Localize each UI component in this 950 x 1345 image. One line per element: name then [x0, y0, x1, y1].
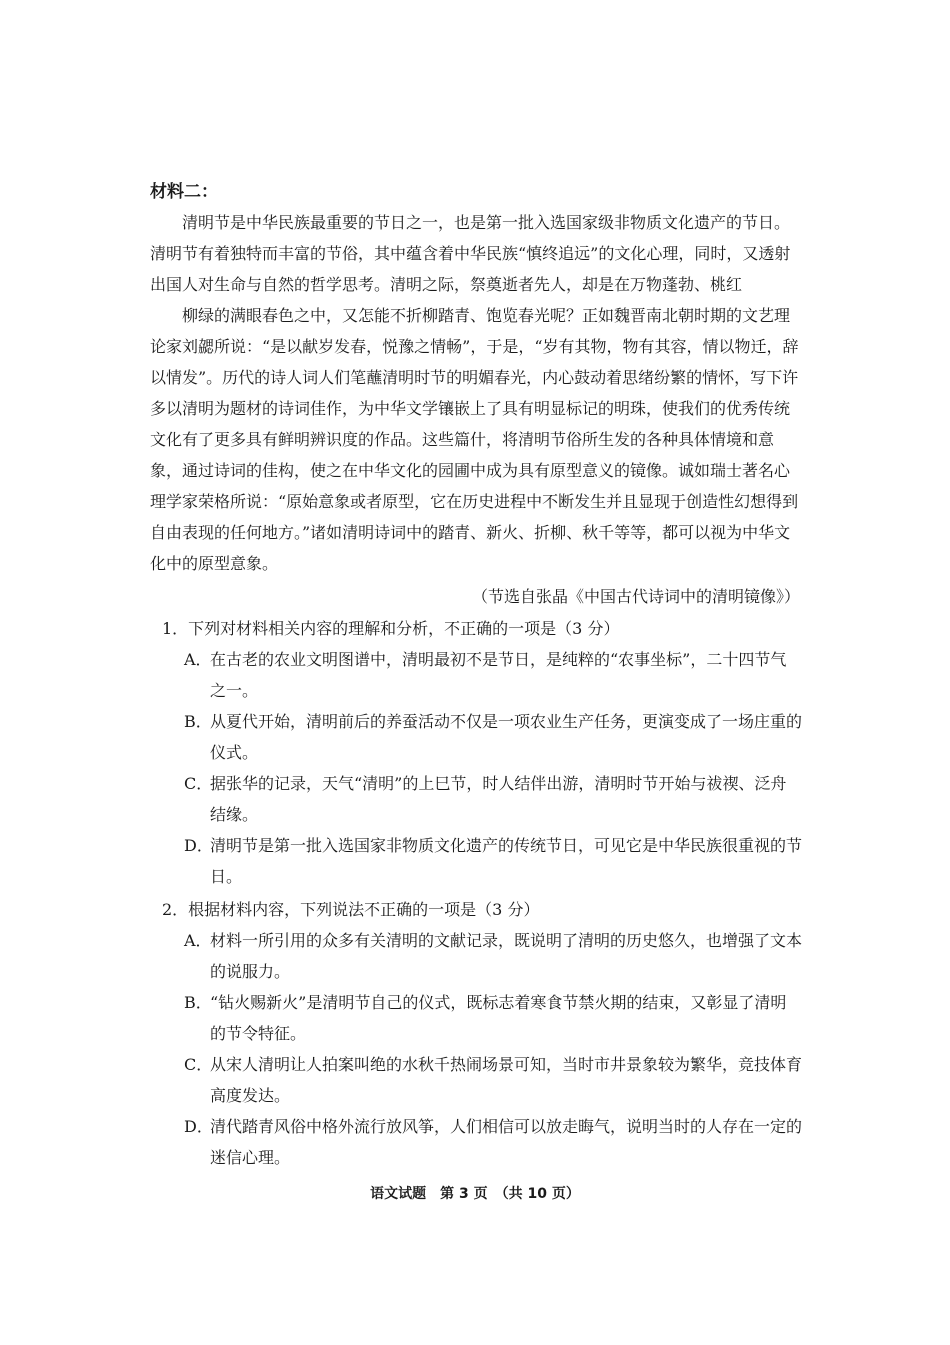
option-label: A． [184, 931, 212, 950]
option-b [162, 987, 802, 1049]
option-label: D． [184, 1117, 213, 1136]
option-text: “钻火赐新火”是清明节自己的仪式，既标志着寒食节禁火期的结束，又彰显了清明的节令特征。 [210, 993, 787, 1043]
option-text: 材料一所引用的众多有关清明的文献记录，既说明了清明的历史悠久，也增强了文本的说服力。 [210, 931, 803, 981]
option-text: 在古老的农业文明图谱中，清明最初不是节日，是纯粹的“农事坐标”，二十四节气之一。 [210, 650, 787, 700]
option-text: 从宋人清明让人拍案叫绝的水秋千热闹场景可知，当时市井景象较为繁华，竞技体育高度发达。 [210, 1055, 803, 1105]
passage [150, 207, 802, 579]
option-label: D． [184, 836, 213, 855]
option-d [162, 830, 802, 892]
question-2 [162, 894, 802, 1173]
option-a [162, 644, 802, 706]
passage-paragraph: 清明节是中华民族最重要的节日之一，也是第一批入选国家级非物质文化遗产的节日。清明节有着独特而丰富的节俗，其中蕴含着中华民族“慎终追远”的文化心理，同时，又透射出国人对生命与自然的哲学思考。清明之际，祭奠逝者先人，却是在万物蓬勃、桃红 [150, 213, 791, 294]
option-label: A． [184, 650, 212, 669]
option-text: 据张华的记录，天气“清明”的上巳节，时人结伴出游，清明时节开始与祓禊、泛舟结缘。 [210, 774, 787, 824]
option-c [162, 768, 802, 830]
option-a [162, 925, 802, 987]
section-title: 材料二： [150, 182, 218, 202]
option-label: B． [184, 993, 212, 1012]
passage-paragraph: 柳绿的满眼春色之中，又怎能不折柳踏青、饱览春光呢？正如魏晋南北朝时期的文艺理论家刘勰所说：“是以献岁发春，悦豫之情畅”，于是，“岁有其物，物有其容，情以物迁，辞以情发”。历代的诗人词人们笔蘸清明时节的明媚春光，内心鼓动着思绪纷繁的情怀，写下许多以清明为题材的诗词佳作，为中华文学镶嵌上了具有明显标记的明珠，使我们的优秀传统文化有了更多具有鲜明辨识度的作品。这些篇什，将清明节俗所生发的各种具体情境和意象，通过诗词的佳构，使之在中华文化的园圃中成为具有原型意义的镜像。诚如瑞士著名心理学家荣格所说：“原始意象或者原型，它在历史进程中不断发生并且显现于创造性幻想得到自由表现的任何地方。”诸如清明诗词中的踏青、新火、折柳、秋千等等，都可以视为中华文化中的原型意象。 [150, 306, 799, 573]
option-text: 清明节是第一批入选国家非物质文化遗产的传统节日，可见它是中华民族很重视的节日。 [210, 836, 803, 886]
option-b [162, 706, 802, 768]
option-text: 从夏代开始，清明前后的养蚕活动不仅是一项农业生产任务，更演变成了一场庄重的仪式。 [210, 712, 803, 762]
option-list [162, 644, 802, 892]
option-label: C． [184, 774, 213, 793]
question-stem: 1．下列对材料相关内容的理解和分析，不正确的一项是（3 分） [162, 619, 620, 638]
option-list [162, 925, 802, 1173]
option-text: 清代踏青风俗中格外流行放风筝，人们相信可以放走晦气，说明当时的人存在一定的迷信心理。 [210, 1117, 803, 1167]
question-stem: 2．根据材料内容，下列说法不正确的一项是（3 分） [162, 900, 540, 919]
option-c [162, 1049, 802, 1111]
option-d [162, 1111, 802, 1173]
question-1 [162, 613, 802, 892]
option-label: B． [184, 712, 212, 731]
source-citation: （节选自张晶《中国古代诗词中的清明镜像》） [471, 587, 800, 606]
option-label: C． [184, 1055, 213, 1074]
page-footer: 语文试题 第 3 页 （共 10 页） [370, 1186, 580, 1202]
